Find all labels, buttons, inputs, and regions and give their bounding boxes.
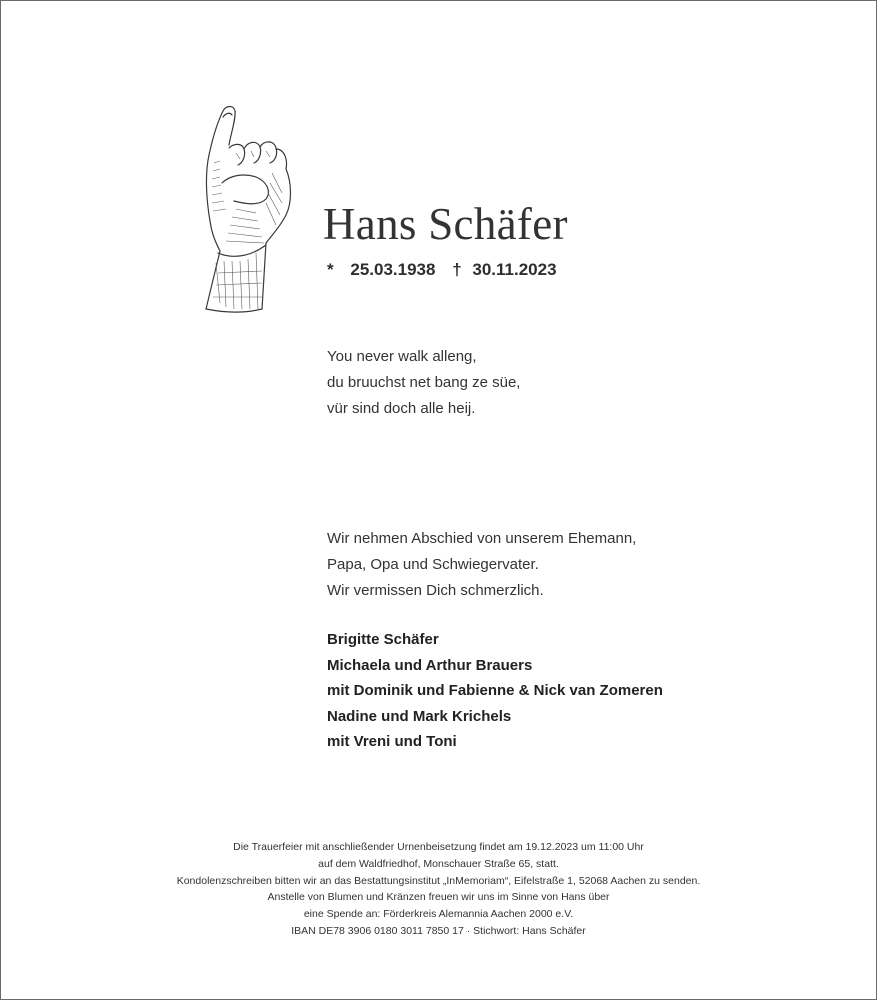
farewell-text [327, 526, 636, 604]
birth-symbol: * [327, 260, 334, 279]
farewell-line: Papa, Opa und Schwiegervater. [327, 556, 539, 573]
birth-date: 25.03.1938 [350, 260, 436, 279]
mourner-name: Nadine und Mark Krichels [327, 707, 512, 725]
mourner-name: mit Vreni und Toni [327, 733, 457, 750]
mourner-name: mit Dominik und Fabienne & Nick van Zomeren [327, 682, 663, 699]
mourner-name: Michaela und Arthur Brauers [327, 656, 533, 674]
farewell-line: Wir vermissen Dich schmerzlich. [327, 582, 544, 599]
funeral-detail-line: Anstelle von Blumen und Kränzen freuen wir uns im Sinne von Hans über [267, 891, 610, 904]
raised-index-finger-hand-icon [196, 103, 296, 315]
deceased-name: Hans Schäfer [323, 199, 568, 249]
death-date: 30.11.2023 [472, 260, 557, 279]
farewell-line: Wir nehmen Abschied von unserem Ehemann, [327, 530, 637, 547]
poem-line: vür sind doch alle heij. [327, 400, 476, 417]
funeral-detail-line: IBAN DE78 3906 0180 3011 7850 17 · Stichwort: Hans Schäfer [291, 924, 586, 937]
funeral-details [1, 839, 876, 940]
funeral-detail-line: Die Trauerfeier mit anschließender Urnenbeisetzung findet am 19.12.2023 um 11:00 Uhr [233, 841, 644, 853]
poem-verse [327, 344, 520, 422]
funeral-detail-line: eine Spende an: Förderkreis Alemannia Aachen 2000 e.V. [303, 908, 574, 921]
poem-line: du bruuchst net bang ze süe, [327, 374, 521, 391]
mourner-name: Brigitte Schäfer [327, 631, 439, 648]
death-symbol: † [452, 260, 462, 279]
funeral-detail-line: auf dem Waldfriedhof, Monschauer Straße 65, statt. [318, 857, 559, 870]
funeral-detail-line: Kondolenzschreiben bitten wir an das Bestattungsinstitut „InMemoriam“, Eifelstraße 1, 52068 Aachen zu senden. [176, 874, 701, 887]
poem-line: You never walk alleng, [327, 348, 477, 365]
life-dates [327, 260, 557, 280]
mourners-list [327, 627, 663, 755]
